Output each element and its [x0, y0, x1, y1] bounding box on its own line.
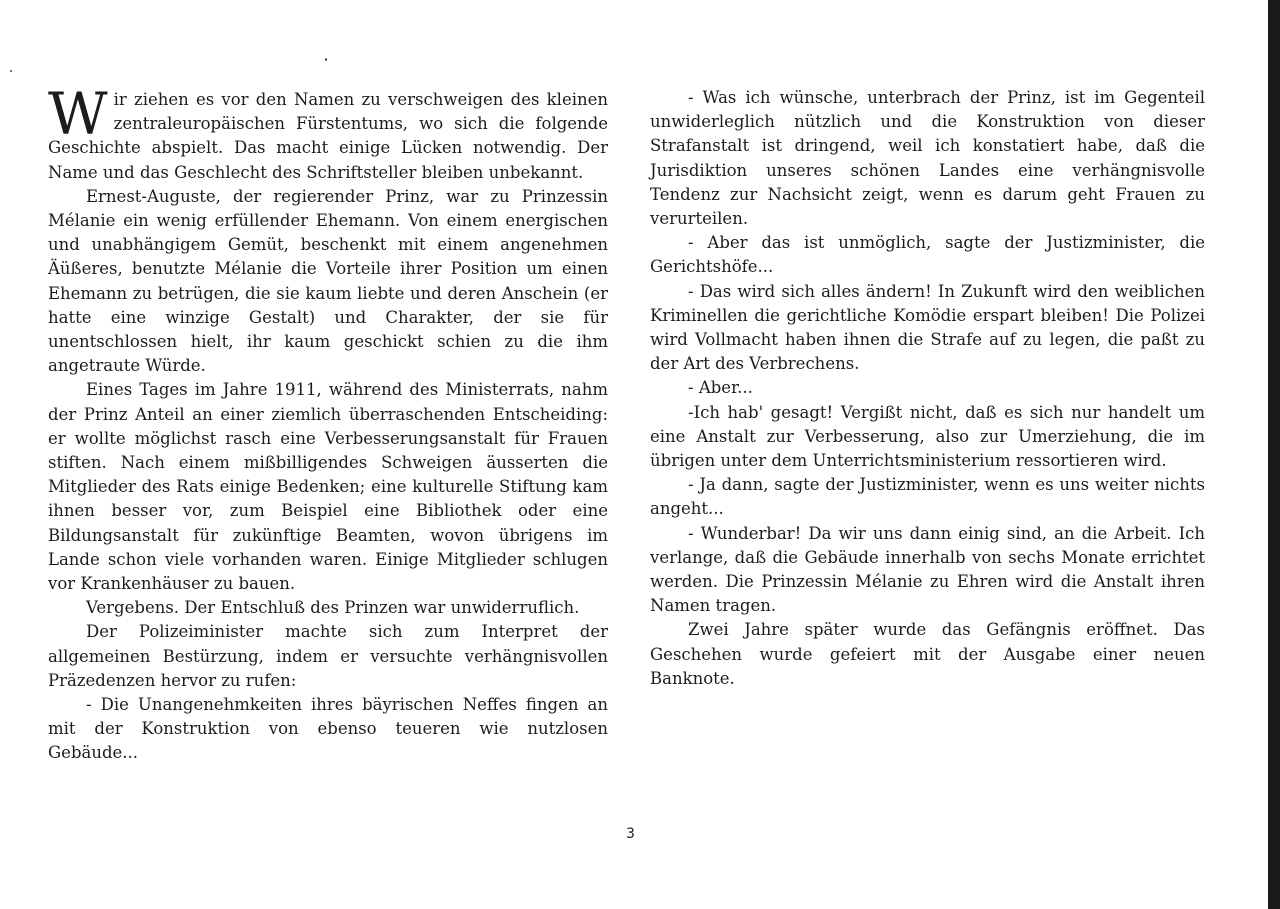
- dialogue-paragraph: - Die Unangenehmkeiten ihres bäyrischen Neffes fingen an mit der Konstruktion von ebenso teueren wie nutzlosen Gebäude...: [48, 695, 608, 763]
- paragraph: Der Polizeiminister machte sich zum Interpret der allgemeinen Bestürzung, indem er versuchte verhängnisvollen Präzedenzen hervor zu rufen:: [48, 622, 608, 690]
- drop-cap: W: [48, 80, 108, 148]
- dialogue-paragraph: - Aber das ist unmöglich, sagte der Justizminister, die Gerichtshöfe...: [650, 233, 1205, 277]
- scan-speck: [325, 58, 327, 61]
- paragraph: Ernest-Auguste, der regierender Prinz, war zu Prinzessin Mélanie ein wenig erfüllender Ehemann. Von einem energischen und unabhängigem Gemüt, beschenkt mit einem angenehmen Äüßeres, benutzte Mélanie die Vorteile ihrer Position um einen Ehemann zu betrügen, die sie kaum liebte und deren Anschein (er hatte eine winzige Gestalt) und Charakter, der sie für unentschlossen hielt, ihr kaum geschickt schien zu die ihm angetraute Würde.: [48, 186, 608, 376]
- opening-paragraph: [48, 80, 608, 185]
- dialogue-paragraph: -Ich hab' gesagt! Vergißt nicht, daß es sich nur handelt um eine Anstalt zur Verbesserung, also zur Umerziehung, die im übrigen unter dem Unterrichtsministerium ressortieren wird.: [650, 402, 1205, 471]
- scan-speck: [10, 70, 12, 72]
- left-column: [48, 80, 608, 766]
- opening-paragraph-text: ir ziehen es vor den Namen zu verschweigen des kleinen zentraleuropäischen Fürstentums, wo sich die folgende Geschichte abspielt. Das macht einige Lücken notwendig. Der Name und das Geschlecht des Schriftsteller bleiben unbekannt.: [48, 90, 608, 182]
- dialogue-paragraph: - Was ich wünsche, unterbrach der Prinz, ist im Gegenteil unwiderleglich nützlich und die Konstruktion von dieser Strafanstalt ist dringend, weil ich konstatiert habe, daß die Jurisdiktion unseres schönen Landes eine verhängnisvolle Tendenz zur Nachsicht zeigt, wenn es darum geht Frauen zu verurteilen.: [650, 88, 1205, 229]
- paragraph: Eines Tages im Jahre 1911, während des Ministerrats, nahm der Prinz Anteil an einer ziemlich überraschenden Entscheiding: er wollte möglichst rasch eine Verbesserungsanstalt für Frauen stiften. Nach einem mißbilligendes Schweigen äusserten die Mitglieder des Rats einige Bedenken; eine kulturelle Stiftung kam ihnen besser vor, zum Beispiel eine Bibliothek oder eine Bildungsanstalt für zukünftige Beamten, wovon übrigens im Lande schon viele vorhanden waren. Einige Mitglieder schlugen vor Krankenhäuser zu bauen.: [48, 380, 608, 594]
- right-column: [650, 86, 1205, 691]
- closing-paragraph: Zwei Jahre später wurde das Gefängnis eröffnet. Das Geschehen wurde gefeiert mit der Ausgabe einer neuen Banknote.: [650, 620, 1205, 688]
- paragraph: Vergebens. Der Entschluß des Prinzen war unwiderruflich.: [86, 598, 580, 618]
- dialogue-paragraph: - Aber...: [688, 378, 753, 398]
- dialogue-paragraph: - Wunderbar! Da wir uns dann einig sind, an die Arbeit. Ich verlange, daß die Gebäude innerhalb von sechs Monate errichtet werden. Die Prinzessin Mélanie zu Ehren wird die Anstalt ihren Namen tragen.: [650, 523, 1205, 616]
- page-number: 3: [626, 826, 635, 842]
- scan-edge-shadow: [1268, 0, 1280, 909]
- dialogue-paragraph: - Das wird sich alles ändern! In Zukunft wird den weiblichen Kriminellen die gerichtliche Komödie erspart bleiben! Die Polizei wird Vollmacht haben ihnen die Strafe auf zu legen, die paßt zu der Art des Verbrechens.: [650, 281, 1205, 374]
- dialogue-paragraph: - Ja dann, sagte der Justizminister, wenn es uns weiter nichts angeht...: [650, 475, 1205, 519]
